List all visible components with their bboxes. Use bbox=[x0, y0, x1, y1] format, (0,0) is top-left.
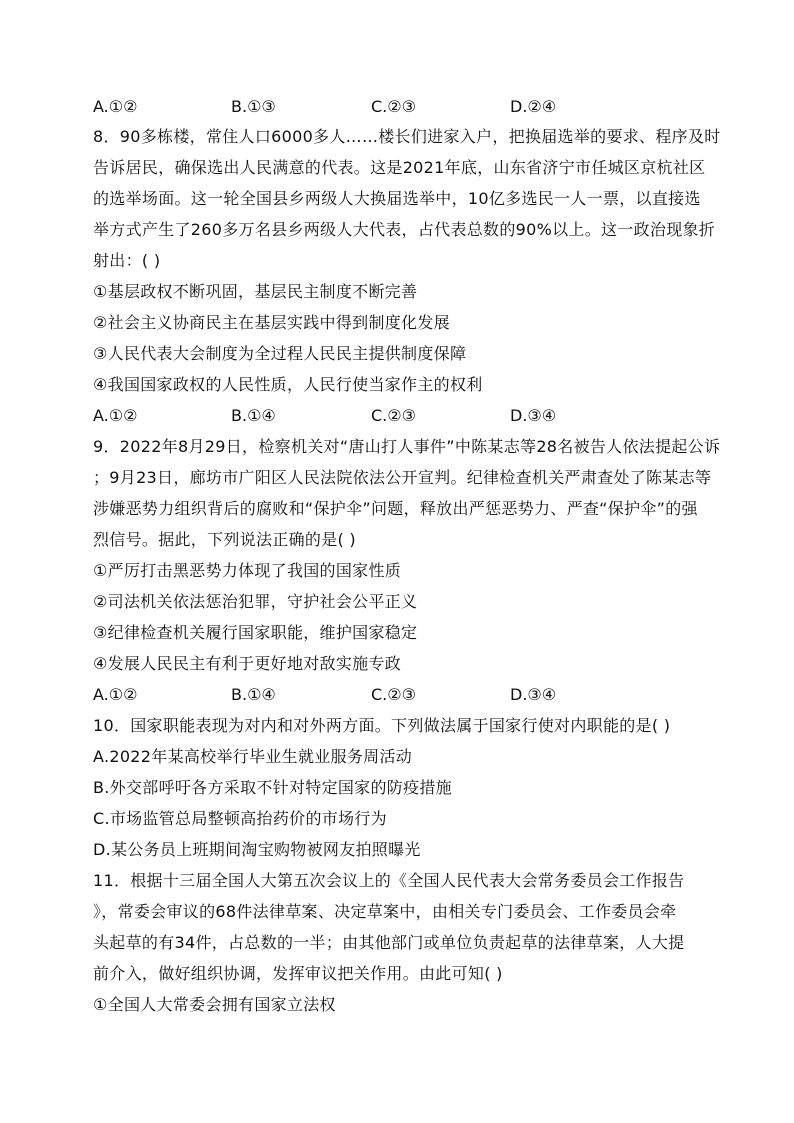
q11-statement-1: ①全国人大常委会拥有国家立法权 bbox=[93, 995, 336, 1014]
option-c: C.②③ bbox=[371, 685, 416, 704]
q9-stem-line-2: ；9月23日，廊坊市广阳区人民法院依法公开宣判。纪律检查机关严肃查处了陈某志等 bbox=[93, 468, 712, 487]
q8-stem-line-1: 8．90多栋楼，常住人口6000多人……楼长们进家入户，把换届选举的要求、程序及时 bbox=[93, 127, 721, 146]
q10-choice-b: B.外交部呼吁各方采取不针对特定国家的防疫措施 bbox=[93, 778, 452, 797]
option-c: C.②③ bbox=[371, 97, 416, 116]
q11-stem-line-4: 前介入，做好组织协调，发挥审议把关作用。由此可知( ) bbox=[93, 964, 503, 983]
q8-stem-line-2: 告诉居民，确保选出人民满意的代表。这是2021年底，山东省济宁市任城区京杭社区 bbox=[93, 158, 706, 177]
q8-options bbox=[93, 405, 653, 427]
option-d: D.③④ bbox=[510, 685, 557, 704]
q10-choice-a: A.2022年某高校举行毕业生就业服务周活动 bbox=[93, 747, 413, 766]
q9-statement-4: ④发展人民民主有利于更好地对敌实施专政 bbox=[93, 654, 402, 673]
q10-stem: 10．国家职能表现为对内和对外两方面。下列做法属于国家行使对内职能的是( ) bbox=[93, 716, 671, 735]
prev-question-options bbox=[93, 96, 653, 118]
q9-statement-2: ②司法机关依法惩治犯罪，守护社会公平正义 bbox=[93, 592, 418, 611]
q8-stem-line-4: 举方式产生了260多万名县乡两级人大代表，占代表总数的90%以上。这一政治现象折 bbox=[93, 220, 716, 239]
option-c: C.②③ bbox=[371, 406, 416, 425]
option-a: A.①② bbox=[93, 685, 138, 704]
q9-stem-line-3: 涉嫌恶势力组织背后的腐败和“保护伞”问题，释放出严惩恶势力、严查“保护伞”的强 bbox=[93, 499, 698, 518]
q10-choice-c: C.市场监管总局整顿高抬药价的市场行为 bbox=[93, 809, 387, 828]
option-a: A.①② bbox=[93, 97, 138, 116]
q11-stem-line-3: 头起草的有34件，占总数的一半；由其他部门或单位负责起草的法律草案，人大提 bbox=[93, 933, 685, 952]
q9-stem-line-4: 烈信号。据此，下列说法正确的是( ) bbox=[93, 530, 356, 549]
option-b: B.①③ bbox=[231, 97, 276, 116]
option-b: B.①④ bbox=[231, 406, 276, 425]
q9-options bbox=[93, 684, 653, 706]
q9-statement-1: ①严厉打击黑恶势力体现了我国的国家性质 bbox=[93, 561, 402, 580]
q9-statement-3: ③纪律检查机关履行国家职能，维护国家稳定 bbox=[93, 623, 418, 642]
option-d: D.③④ bbox=[510, 406, 557, 425]
q8-statement-2: ②社会主义协商民主在基层实践中得到制度化发展 bbox=[93, 313, 450, 332]
q8-statement-3: ③人民代表大会制度为全过程人民民主提供制度保障 bbox=[93, 344, 467, 363]
q8-stem-line-3: 的选举场面。这一轮全国县乡两级人大换届选举中，10亿多选民一人一票，以直接选 bbox=[93, 189, 701, 208]
q11-stem-line-1: 11．根据十三届全国人大第五次会议上的《全国人民代表大会常务委员会工作报告 bbox=[93, 871, 685, 890]
q11-stem-line-2: 》，常委会审议的68件法律草案、决定草案中，由相关专门委员会、工作委员会牵 bbox=[93, 902, 677, 921]
option-a: A.①② bbox=[93, 406, 138, 425]
option-b: B.①④ bbox=[231, 685, 276, 704]
q8-statement-1: ①基层政权不断巩固，基层民主制度不断完善 bbox=[93, 282, 418, 301]
q8-stem-line-5: 射出：( ) bbox=[93, 251, 161, 270]
q10-choice-d: D.某公务员上班期间淘宝购物被网友拍照曝光 bbox=[93, 840, 421, 859]
q8-statement-4: ④我国国家政权的人民性质，人民行使当家作主的权利 bbox=[93, 375, 483, 394]
option-d: D.②④ bbox=[510, 97, 557, 116]
q9-stem-line-1: 9．2022年8月29日，检察机关对“唐山打人事件”中陈某志等28名被告人依法提起公诉 bbox=[93, 437, 721, 456]
